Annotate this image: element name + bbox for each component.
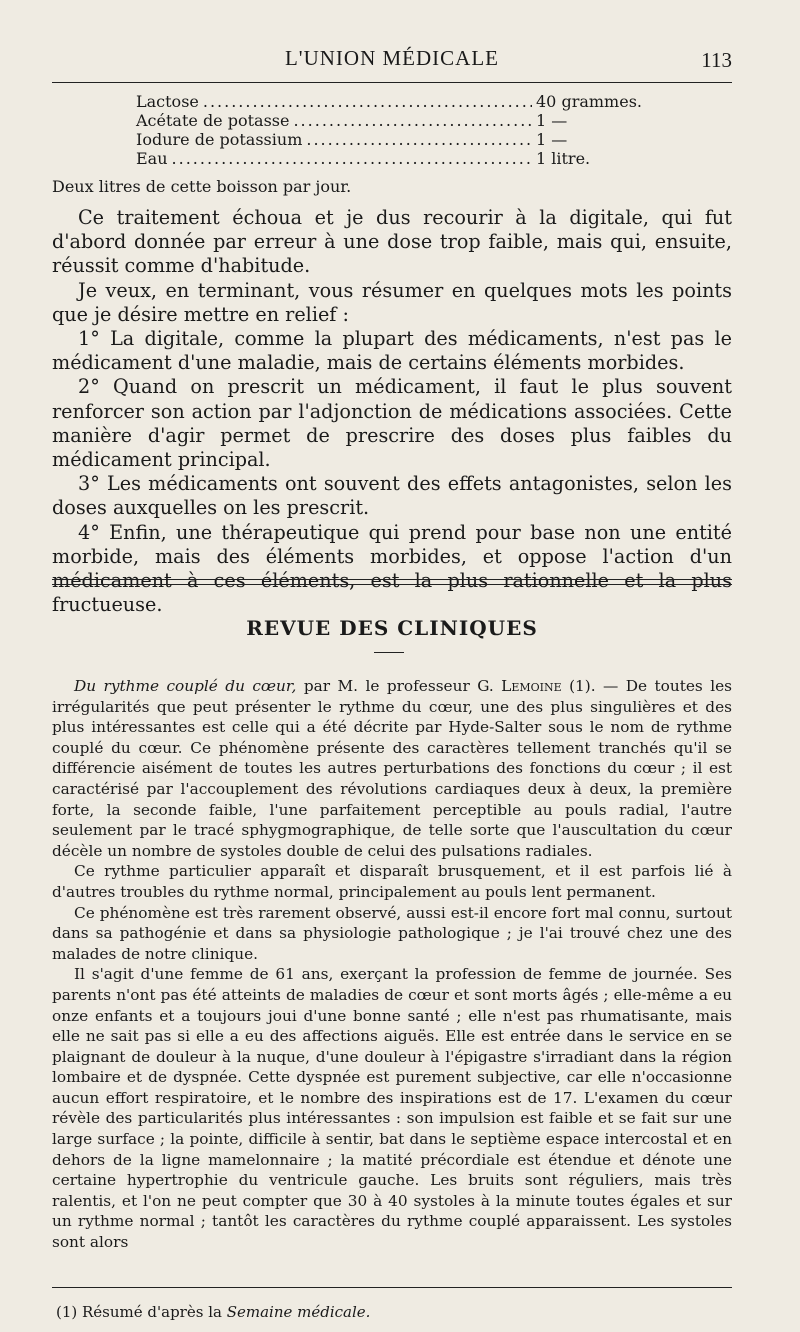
- ingredient-name: Lactose: [136, 92, 199, 111]
- body-paragraph: 1° La digitale, comme la plupart des médicaments, n'est pas le médicament d'une maladie, mais de certains éléments morbides.: [52, 327, 732, 375]
- byline-text: par M. le professeur G.: [296, 677, 502, 695]
- dot-leader: [293, 111, 532, 130]
- body-paragraph: 2° Quand on prescrit un médicament, il faut le plus souvent renforcer son action par l'adjonction de médications associées. Cette manière d'agir permet de prescrire des doses plus faibles du médicament principal.: [52, 375, 732, 472]
- footnote-source: Semaine médicale.: [226, 1303, 371, 1321]
- footnote-text: (1) Résumé d'après la: [56, 1303, 227, 1321]
- running-head: L'UNION MÉDICALE: [284, 46, 499, 70]
- body-paragraph: Ce traitement échoua et je dus recourir à la digitale, qui fut d'abord donnée par erreur à une dose trop faible, mais qui, ensuite, réussit comme d'habitude.: [52, 206, 732, 278]
- review-paragraph: Ce rythme particulier apparaît et disparaît brusquement, et il est parfois lié à d'autres troubles du rythme normal, principalement au pouls lent permanent.: [52, 862, 732, 901]
- dose-note: Deux litres de cette boisson par jour.: [52, 177, 352, 196]
- review-body: [52, 676, 732, 1253]
- dot-leader: [306, 130, 532, 149]
- article-title: Du rythme couplé du cœur,: [74, 677, 297, 695]
- prescription-row: [136, 130, 636, 149]
- review-paragraph: Ce phénomène est très rarement observé, aussi est-il encore fort mal connu, surtout dans sa pathogénie et dans sa physiologie pathologique ; je l'ai trouvé chez une des malades de notre clinique.: [52, 903, 732, 963]
- prescription-row: [136, 149, 636, 168]
- body-paragraph: 4° Enfin, une thérapeutique qui prend pour base non une entité morbide, mais des éléments morbides, et oppose l'action d'un médicament à ces éléments, est la plus rationnelle et la plus fructueuse.: [52, 520, 732, 617]
- section-title: REVUE DES CLINIQUES: [246, 616, 538, 640]
- dot-leader: [172, 149, 532, 168]
- page-header: [52, 44, 732, 84]
- ingredient-name: Iodure de potassium: [136, 130, 303, 149]
- page-number: 113: [701, 48, 732, 72]
- ingredient-quantity: 1 litre.: [536, 149, 591, 168]
- review-lead-paragraph: [52, 676, 732, 861]
- article-body: [52, 206, 732, 617]
- prescription-row: [136, 92, 642, 111]
- ingredient-name: Eau: [136, 149, 168, 168]
- prescription-list: [136, 92, 642, 168]
- prescription-row: [136, 111, 636, 130]
- ingredient-quantity: 1 —: [536, 111, 568, 130]
- dot-leader: [203, 92, 532, 111]
- ingredient-name: Acétate de potasse: [136, 111, 290, 130]
- body-paragraph: 3° Les médicaments ont souvent des effets antagonistes, selon les doses auxquelles on les prescrit.: [52, 472, 732, 520]
- ingredient-quantity: 40 grammes.: [536, 92, 642, 111]
- footnote-rule: [52, 1287, 732, 1288]
- lead-text: (1). — De toutes les irrégularités que peut présenter le rythme du cœur, une des plus singulières et des plus intéressantes est celle qui a été décrite par Hyde-Salter sous le nom de rythme couplé du cœur. Ce phénomène présente des caractères tellement tranchés qu'il se différencie aisément de toutes les autres perturbations des fonctions du cœur ; il est caractérisé par l'accouplement des révolutions cardiaques deux à deux, la première forte, la seconde faible, l'une parfaitement perceptible au pouls radial, l'autre seulement par le tracé sphygmographique, de telle sorte que l'auscultation du cœur décèle un nombre de systoles double de celui des pulsations radiales.: [52, 677, 733, 860]
- header-rule: [52, 82, 732, 83]
- ingredient-quantity: 1 —: [536, 130, 568, 149]
- body-paragraph: Je veux, en terminant, vous résumer en quelques mots les points que je désire mettre en relief :: [52, 278, 732, 326]
- footnote: [56, 1303, 370, 1321]
- title-underline: [374, 652, 404, 653]
- section-divider: [52, 579, 732, 585]
- author-name: Lemoine: [501, 677, 562, 695]
- review-paragraph: Il s'agit d'une femme de 61 ans, exerçant la profession de femme de journée. Ses parents n'ont pas été atteints de maladies de cœur et sont morts âgés ; elle-même a eu onze enfants et a toujours joui d'une bonne santé ; elle n'est pas rhumatisante, mais elle ne sait pas si elle a eu des affections aiguës. Elle est entrée dans le service en se plaignant de douleur à la nuque, d'une douleur à l'épigastre s'irradiant dans la région lombaire et de dyspnée. Cette dyspnée est purement subjective, car elle n'occasionne aucun effort respiratoire, et le nombre des inspirations est de 17. L'examen du cœur révèle des particularités plus intéressantes : son impulsion est faible et se fait sur une large surface ; la pointe, difficile à sentir, bat dans le septième espace intercostal et en dehors de la ligne mamelonnaire ; la matité précordiale est étendue et dénote une certaine hypertrophie du ventricule gauche. Les bruits sont réguliers, mais très ralentis, et l'on ne peut compter que 30 à 40 systoles à la minute toutes égales et sur un rythme normal ; tantôt les caractères du rythme couplé apparaissent. Les systoles sont alors: [52, 965, 732, 1252]
